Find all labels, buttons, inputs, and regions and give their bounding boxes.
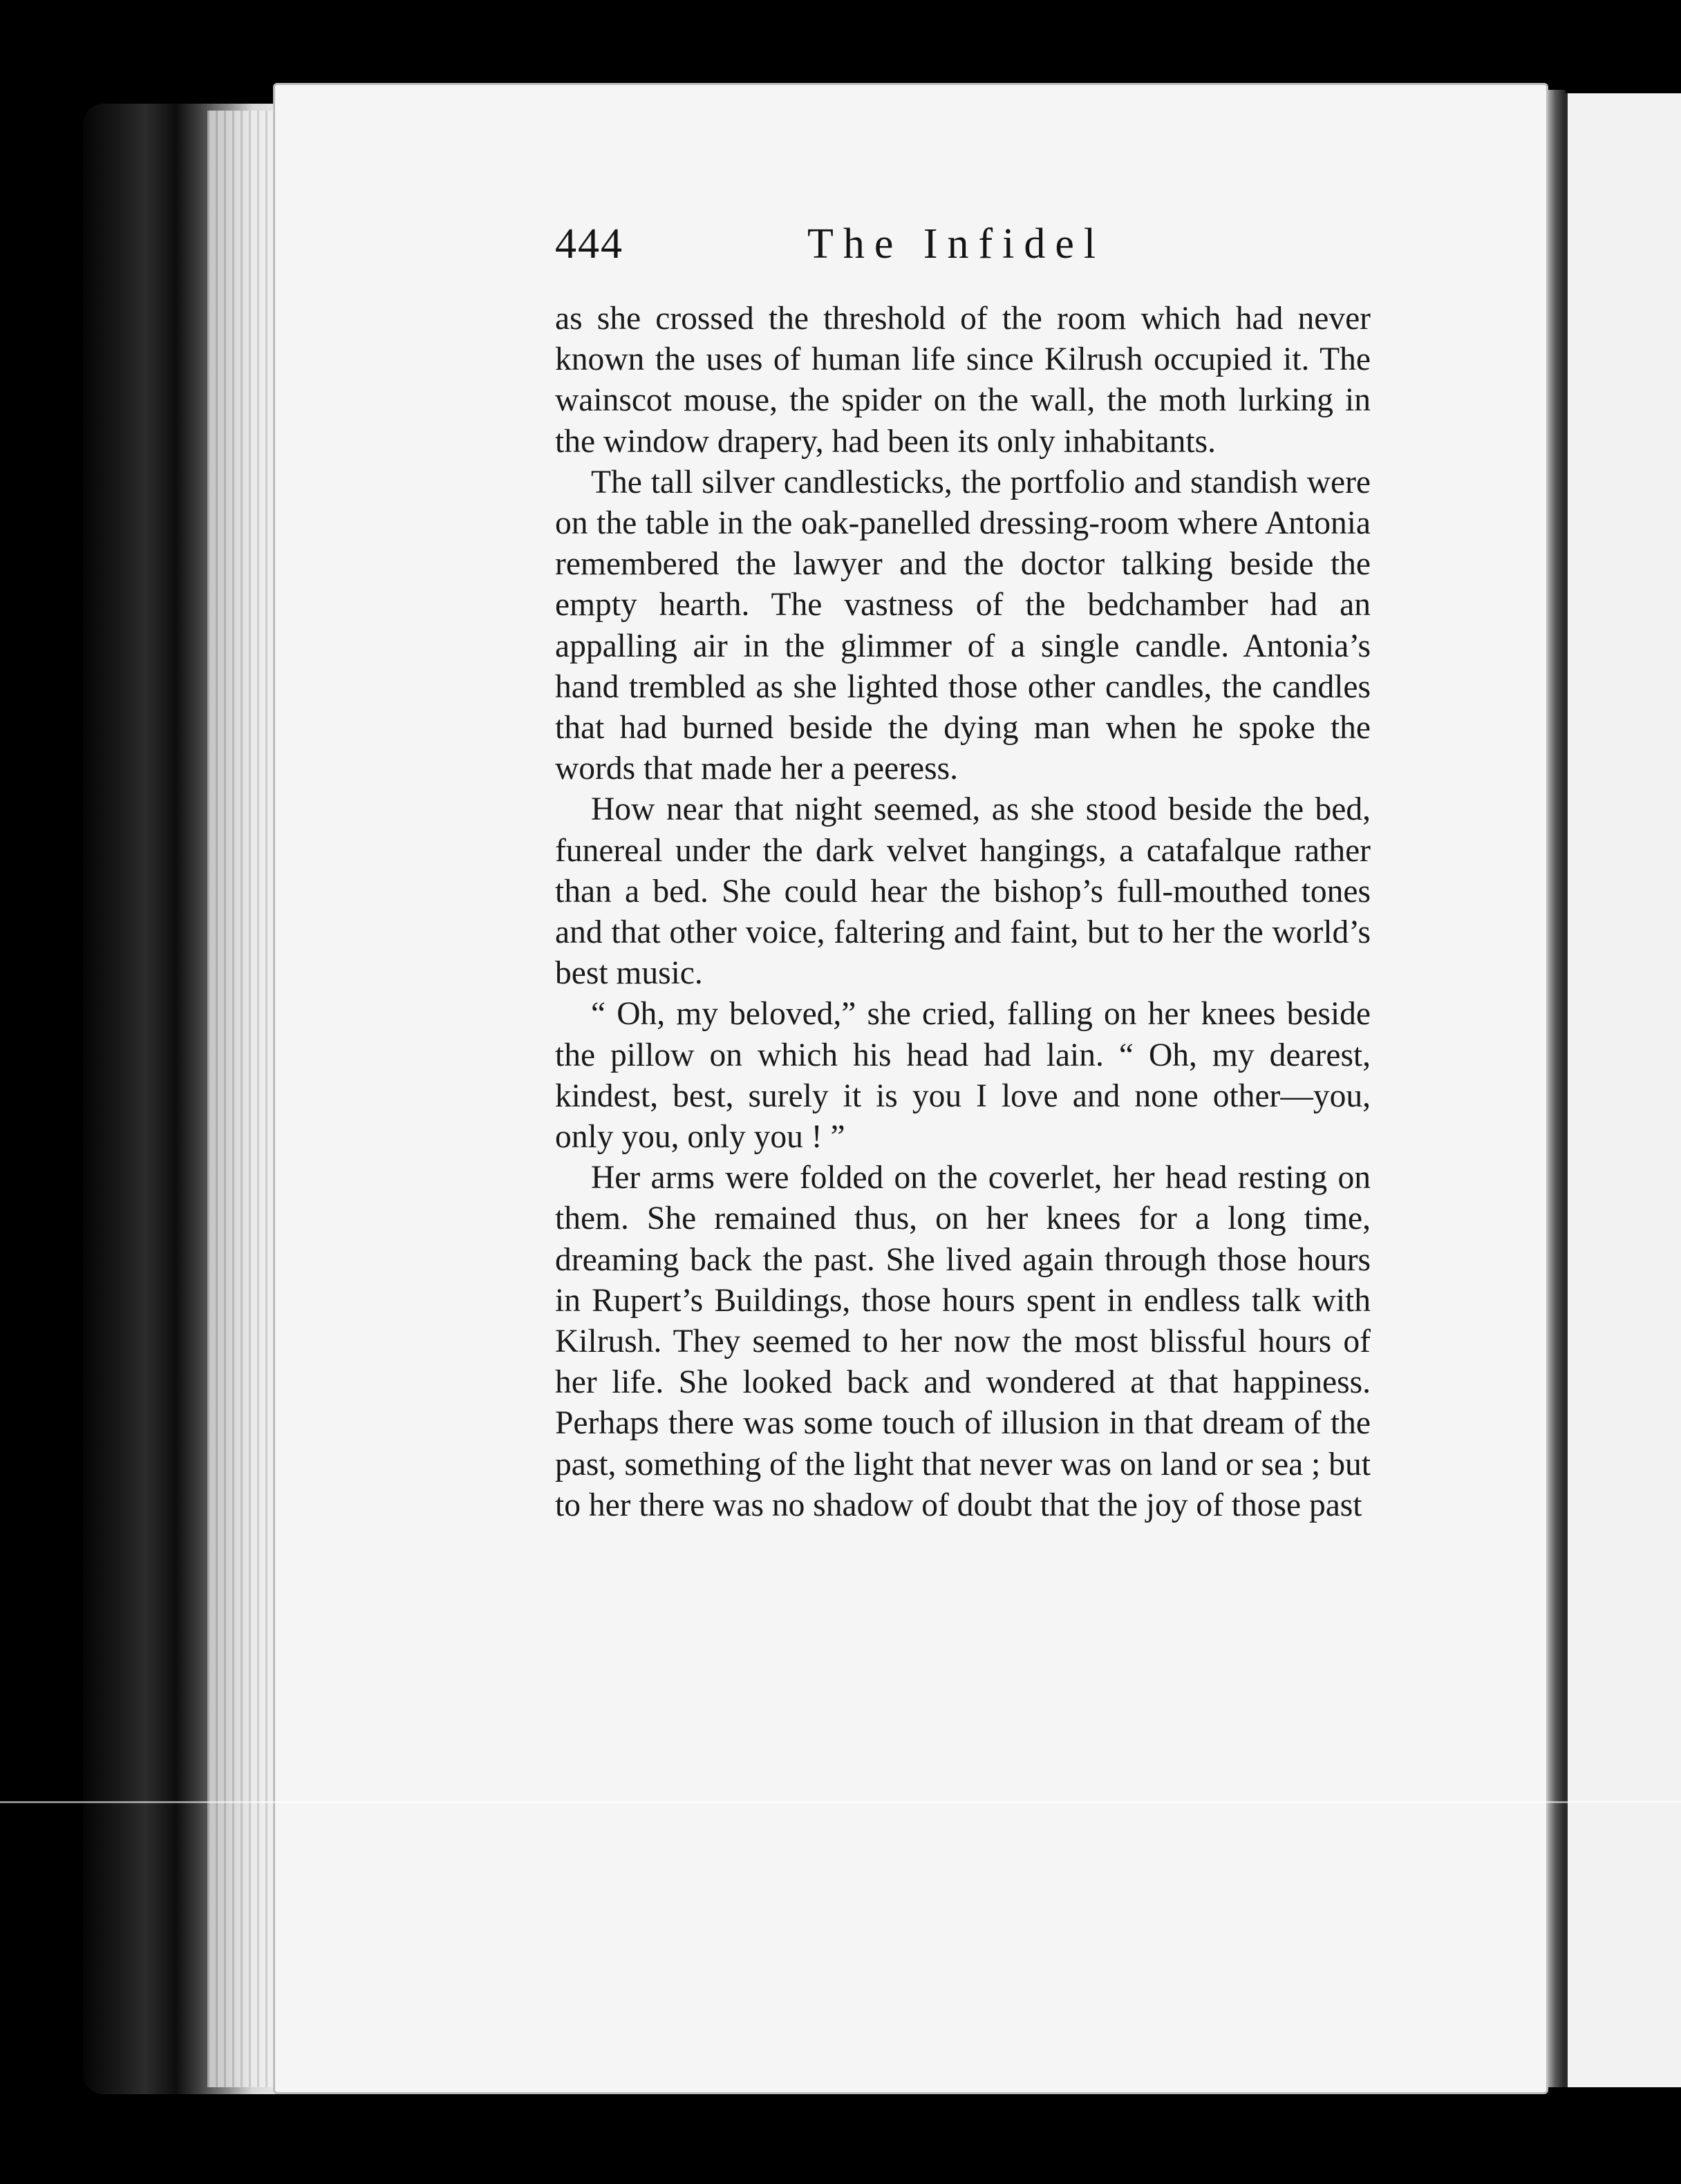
body-text [555,299,1371,1526]
paragraph-night: How near that night seemed, as she stood beside the bed, funereal under the dark velvet hangings, a catafalque rather than a bed. She could hear the bishop’s full-mouthed tones and that other voice, faltering and faint, but to her the world’s best music. [555,791,1371,992]
paragraph-continued: as she crossed the threshold of the room which had never known the uses of human life since Kilrush occupied it. The wainscot mouse, the spider on the wall, the moth lurking in the window drapery, had been its only inhabitants. [555,301,1371,460]
paragraph-coverlet: Her arms were folded on the coverlet, her head resting on them. She remained thus, on her knees for a long time, dreaming back the past. She lived again through those hours in Rupert’s Buildings, those hours spent in endless talk with Kilrush. They seemed to her now the most blissful hours of her life. She looked back and wondered at that happiness. Perhaps there was some touch of illusion in that dream of the past, something of the light that never was on land or sea ; but to her there was no shadow of doubt that the joy of those past [555,1160,1371,1523]
running-header [555,220,1371,275]
paragraph-candlesticks: The tall silver candlesticks, the portfolio and standish were on the table in the oak-panelled dressing-room where Antonia remembered the lawyer and the doctor talking beside the empty hearth. The vastness of the bedchamber had an appalling air in the glimmer of a single candle. Antonia’s hand trembled as she lighted those other candles, the candles that had burned beside the dying man when he spoke the words that made her a peeress. [555,464,1371,787]
scan-artifact-line [0,1801,1681,1803]
page-number: 444 [555,220,623,267]
book-title: The Infidel [807,220,1106,267]
adjacent-page [1563,93,1681,2087]
scan-background [0,2094,1681,2184]
paragraph-beloved: “ Oh, my beloved,” she cried, falling on her knees beside the pillow on which his head had lain. “ Oh, my dearest, kindest, best, surely it is you I love and none other—you, only you, only you ! ” [555,996,1371,1156]
page-edge-lines [207,111,276,2087]
